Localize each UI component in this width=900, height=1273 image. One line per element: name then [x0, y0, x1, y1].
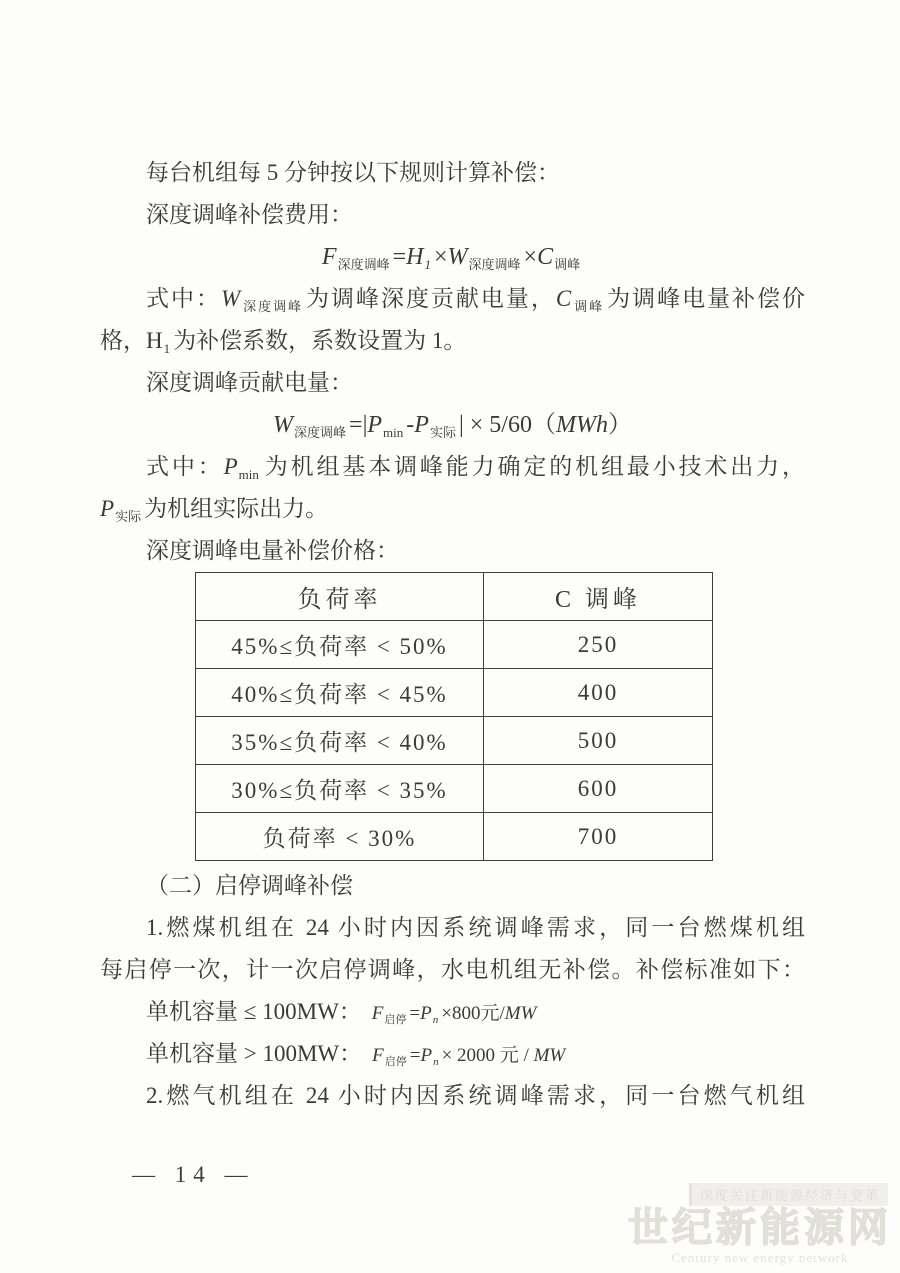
table-header-load-rate: 负荷率: [196, 573, 484, 621]
paragraph-where-Pmin-cont: [100, 488, 805, 530]
table-cell-range: 负荷率 < 30%: [196, 813, 484, 861]
formula3-multiply: ×: [441, 1003, 452, 1024]
formula2-var-Pmin: P: [367, 412, 383, 438]
formula3-sub-start-stop: 启停: [384, 1014, 407, 1026]
formula-start-stop-2000: [372, 1045, 565, 1066]
formula4-var-P: P: [420, 1045, 433, 1066]
watermark-banner-wrap: [628, 1183, 892, 1206]
formula3-equals: =: [409, 1003, 421, 1024]
table-cell-price: 600: [484, 765, 713, 813]
formula2-sub-actual: 实际: [429, 425, 456, 440]
formula4-multiply: ×: [441, 1045, 458, 1066]
capacity-label: 单机容量 ≤ 100MW：: [146, 999, 362, 1024]
text-where-2: 式中：: [146, 454, 224, 479]
formula-sub-1: 1: [424, 257, 431, 272]
formula3-number: 800: [451, 1003, 481, 1024]
formula-sub-deep-peak: 深度调峰: [337, 257, 390, 272]
formula2-sub-deep-peak: 深度调峰: [294, 425, 347, 440]
formula3-var-P: P: [420, 1003, 432, 1024]
formula4-number: 2000: [457, 1045, 500, 1066]
table-row: [196, 813, 713, 861]
table-cell-range: 45%≤负荷率 < 50%: [196, 621, 484, 669]
inline-var-W: W: [220, 286, 241, 311]
paragraph-rule-intro: 每台机组每 5 分钟按以下规则计算补偿：: [146, 160, 560, 185]
inline-var-H: H: [146, 328, 163, 353]
capacity-label-2: 单机容量 > 100MW：: [146, 1041, 363, 1066]
equals-sign: =: [392, 244, 407, 270]
inline-sub-actual: 实际: [115, 509, 142, 524]
formula-deep-peak-fee: [100, 236, 805, 278]
formula4-unit-MW: MW: [533, 1045, 566, 1066]
formula3-var-F: F: [371, 1003, 384, 1024]
table-row: [196, 765, 713, 813]
inline-var-C: C: [555, 286, 572, 311]
inline-sub-peak: 调峰: [572, 299, 605, 314]
formula4-slash: /: [518, 1045, 534, 1066]
text-min-output: 为机组基本调峰能力确定的机组最小技术出力，: [261, 454, 806, 479]
formula3-slash: /: [499, 1003, 505, 1024]
formula-var-F: F: [321, 244, 337, 270]
formula2-tail: | × 5/60（: [458, 412, 556, 438]
inline-var-Pmin: P: [223, 454, 238, 479]
text-where: 式中：: [146, 286, 221, 311]
table-cell-price: 400: [484, 669, 713, 717]
text-contribution: 为调峰深度贡献电量，: [306, 286, 556, 311]
section-title-start-stop: （二）启停调峰补偿: [146, 873, 353, 898]
paragraph-contribution-energy: 深度调峰贡献电量：: [146, 370, 353, 395]
paragraph-where-W: [100, 278, 805, 320]
table-cell-price: 250: [484, 621, 713, 669]
formula2-sub-min: min: [383, 425, 404, 440]
table-cell-range: 35%≤负荷率 < 40%: [196, 717, 484, 765]
formula3-unit-yuan: 元: [480, 1003, 500, 1024]
formula-contribution-energy: [100, 404, 805, 446]
formula4-var-F: F: [372, 1045, 384, 1066]
page-number: — 14 —: [132, 1162, 255, 1187]
paragraph-coal-unit-cont: 每启停一次，计一次启停调峰，水电机组无补偿。补偿标准如下：: [100, 957, 805, 982]
inline-sub-min: min: [238, 467, 259, 482]
inline-sub-1: 1: [163, 341, 171, 356]
table-cell-range: 30%≤负荷率 < 35%: [196, 765, 484, 813]
formula-start-stop-800: [372, 1003, 537, 1024]
table-cell-price: 500: [484, 717, 713, 765]
watermark-site-name: 世纪新能源网: [628, 1205, 892, 1250]
formula4-sub-start-stop: 启停: [384, 1056, 407, 1068]
paragraph-coal-unit: 1.燃煤机组在 24 小时内因系统调峰需求，同一台燃煤机组: [146, 915, 805, 940]
table-header-row: [196, 573, 713, 621]
table-row: [196, 621, 713, 669]
formula4-unit-yuan: 元: [499, 1045, 519, 1066]
table-cell-range: 40%≤负荷率 < 45%: [196, 669, 484, 717]
paragraph-capacity-gt-100: [100, 1033, 805, 1075]
multiply-sign-2: ×: [523, 244, 538, 270]
paragraph-where-W-cont: [100, 320, 805, 362]
formula2-unit-MWh: MWh: [555, 412, 608, 438]
paragraph-deep-peak-fee: 深度调峰补偿费用：: [146, 202, 353, 227]
inline-sub-deep-peak: 深度调峰: [241, 299, 304, 314]
formula2-equals-bar: =|: [349, 412, 368, 438]
table-row: [196, 717, 713, 765]
text-ge: 格，: [100, 328, 146, 353]
table-row: [196, 669, 713, 717]
text-price: 为调峰电量补偿价: [607, 286, 806, 311]
formula2-close-paren: ）: [607, 412, 632, 438]
watermark-site-name-en: Century new energy network: [671, 1250, 849, 1265]
paragraph-gas-unit: 2.燃气机组在 24 小时内因系统调峰需求，同一台燃气机组: [146, 1083, 805, 1108]
formula3-sub-n: n: [432, 1014, 439, 1026]
formula-var-C: C: [537, 244, 554, 270]
formula4-equals: =: [409, 1045, 421, 1066]
watermark: [628, 1183, 892, 1265]
formula-sub-peak: 调峰: [554, 257, 581, 272]
formula-sub-deep-peak-2: 深度调峰: [468, 257, 521, 272]
table-header-c-peak: C 调峰: [484, 573, 713, 621]
formula-var-H: H: [406, 244, 424, 270]
minus-sign: -: [406, 412, 415, 438]
formula4-sub-n: n: [433, 1056, 439, 1068]
inline-var-Pactual: P: [100, 496, 115, 521]
text-coefficient: 为补偿系数，系数设置为 1。: [173, 328, 467, 353]
table-cell-price: 700: [484, 813, 713, 861]
formula3-unit-MW: MW: [504, 1003, 537, 1024]
compensation-price-table: [195, 572, 713, 861]
paragraph-price-title: 深度调峰电量补偿价格：: [146, 538, 399, 563]
watermark-slogan: 深度关注新能源经济与变革: [689, 1183, 888, 1206]
formula-var-W: W: [447, 244, 468, 270]
document-body: [100, 152, 805, 1117]
formula2-var-Pactual: P: [414, 412, 429, 438]
text-actual-output: 为机组实际出力。: [144, 496, 329, 521]
multiply-sign: ×: [433, 244, 448, 270]
paragraph-where-Pmin: [100, 446, 805, 488]
paragraph-capacity-le-100: [100, 991, 805, 1033]
formula2-var-W: W: [273, 412, 294, 438]
